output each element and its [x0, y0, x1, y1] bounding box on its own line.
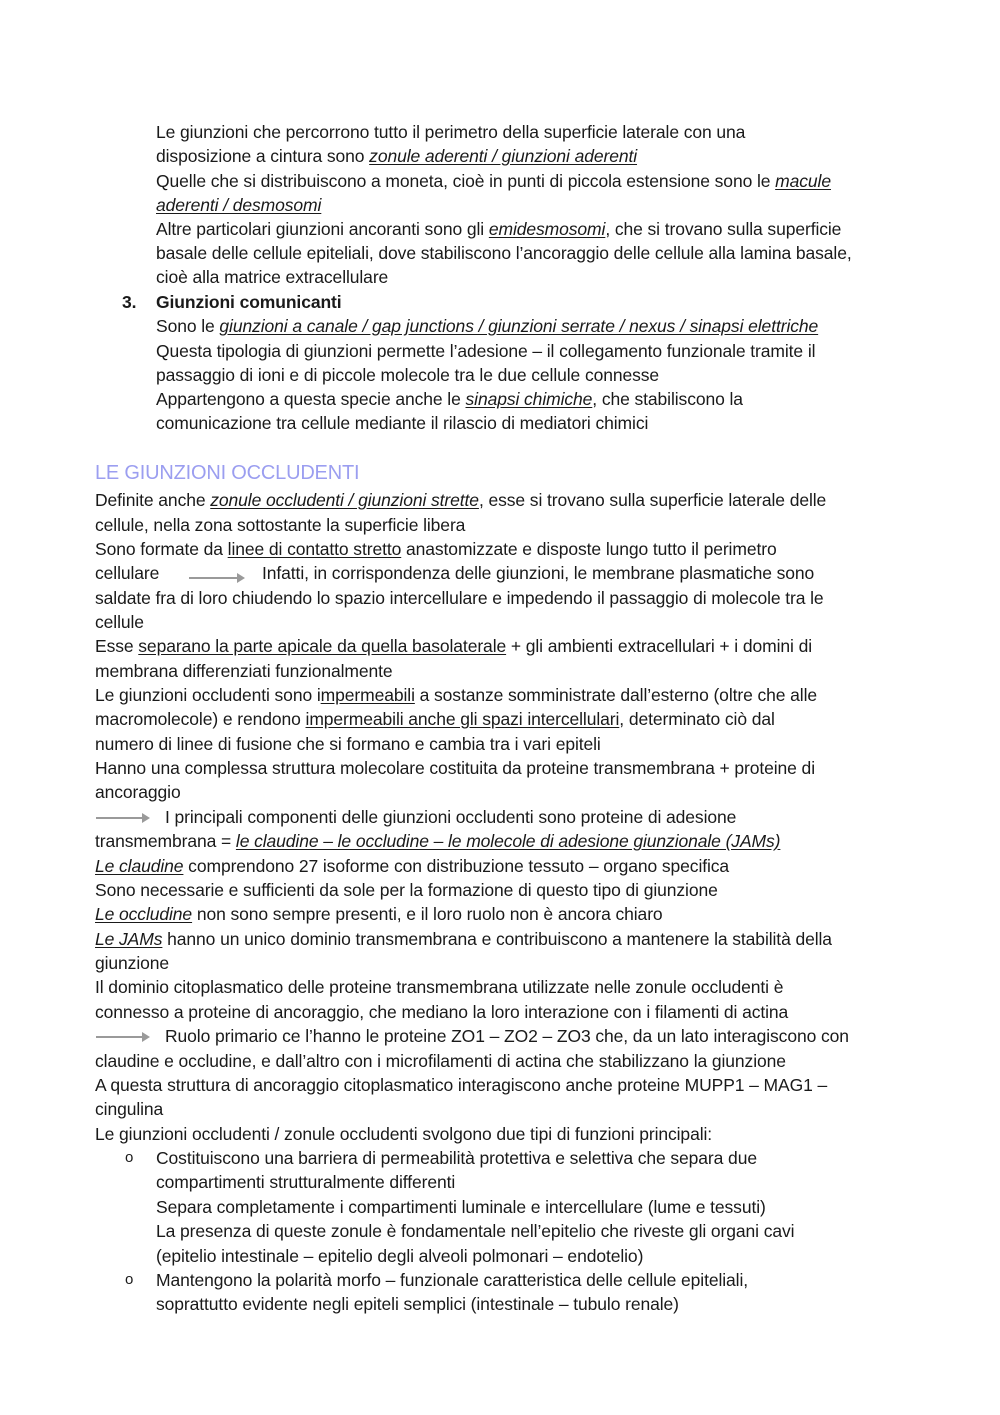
paragraph-line — [95, 1073, 827, 1097]
text: non sono sempre presenti, e il loro ruolo non è ancora chiaro — [192, 904, 663, 924]
list-item-line — [156, 1195, 766, 1219]
text: Hanno una complessa struttura molecolare costituita da proteine transmembrana + proteine di — [95, 758, 815, 778]
hollow-circle-bullet: o — [125, 1271, 134, 1288]
paragraph-line — [156, 387, 743, 411]
paragraph-line — [95, 1049, 786, 1073]
paragraph-line — [156, 120, 745, 144]
list-item-title: Giunzioni comunicanti — [156, 292, 342, 312]
paragraph-line — [156, 314, 818, 338]
paragraph-line — [95, 707, 775, 731]
emphasis-term: giunzioni a canale / gap junctions / giunzioni serrate / nexus / sinapsi elettriche — [219, 316, 819, 336]
text: + gli ambienti extracellulari + i domini di — [506, 636, 812, 656]
paragraph-line — [95, 659, 393, 683]
underlined-term: separano la parte apicale da quella basolaterale — [138, 636, 507, 656]
text: passaggio di ioni e di piccole molecole tra le due cellule connesse — [156, 365, 660, 385]
text: ancoraggio — [95, 782, 181, 802]
text: , che stabiliscono la — [592, 389, 743, 409]
text: Sono le — [156, 316, 220, 336]
section-heading: LE GIUNZIONI OCCLUDENTI — [95, 462, 360, 484]
text: Sono necessarie e sufficienti da sole per la formazione di questo tipo di giunzione — [95, 880, 718, 900]
right-arrow-icon — [189, 577, 243, 579]
text: Sono formate da — [95, 539, 228, 559]
right-arrow-icon — [96, 1036, 148, 1038]
text: La presenza di queste zonule è fondamentale nell’epitelio che riveste gli organi cavi — [156, 1221, 795, 1241]
paragraph-line — [95, 634, 812, 658]
paragraph-line — [156, 363, 659, 387]
text: saldate fra di loro chiudendo lo spazio intercellulare e impedendo il passaggio di molecole tra le — [95, 588, 824, 608]
text: (epitelio intestinale – epitelio degli alveoli polmonari – endotelio) — [156, 1246, 644, 1266]
paragraph-line — [95, 732, 601, 756]
text: anastomizzate e disposte lungo tutto il perimetro — [401, 539, 777, 559]
paragraph-line — [156, 217, 841, 241]
underlined-term: impermeabili anche gli spazi intercellulari — [305, 709, 620, 729]
text: Le giunzioni occludenti / zonule occludenti svolgono due tipi di funzioni principali: — [95, 1124, 713, 1144]
text: hanno un unico dominio transmembrana e contribuiscono a mantenere la stabilità della — [162, 929, 832, 949]
paragraph-line — [156, 339, 815, 363]
text: macromolecole) e rendono — [95, 709, 306, 729]
paragraph-line — [156, 144, 637, 168]
text: cellule — [95, 612, 144, 632]
emphasis-term: sinapsi chimiche — [465, 389, 593, 409]
paragraph-line — [95, 756, 815, 780]
text: cingulina — [95, 1099, 164, 1119]
paragraph-line — [262, 561, 814, 585]
text: Appartengono a questa specie anche le — [156, 389, 466, 409]
text: Esse — [95, 636, 139, 656]
text: a sostanze somministrate dall’esterno (oltre che alle — [414, 685, 818, 705]
paragraph-line — [95, 488, 826, 512]
emphasis-term: Le claudine — [95, 856, 184, 876]
text: Altre particolari giunzioni ancoranti sono gli — [156, 219, 489, 239]
text: comprendono 27 isoforme con distribuzione tessuto – organo specifica — [183, 856, 730, 876]
emphasis-term: macule — [775, 171, 831, 191]
paragraph-line — [156, 169, 831, 193]
paragraph-line — [95, 1097, 163, 1121]
text: membrana differenziati funzionalmente — [95, 661, 393, 681]
paragraph-line — [95, 902, 663, 926]
underlined-term: mpermeabili — [320, 685, 415, 705]
list-item-line — [156, 1219, 794, 1243]
paragraph-line — [95, 878, 718, 902]
text: Mantengono la polarità morfo – funzionale caratteristica delle cellule epiteliali, — [156, 1270, 749, 1290]
emphasis-term: Le JAMs — [95, 929, 163, 949]
text: Il dominio citoplasmatico delle proteine transmembrana utilizzate nelle zonule occludenti è — [95, 977, 784, 997]
emphasis-term: aderenti / desmosomi — [156, 195, 322, 215]
text: basale delle cellule epiteliali, dove stabiliscono l’ancoraggio delle cellule alla lamina basale, — [156, 243, 852, 263]
paragraph-line — [165, 1024, 849, 1048]
text: claudine e occludine, e dall’altro con i microfilamenti di actina che stabilizzano la giunzione — [95, 1051, 786, 1071]
text: Quelle che si distribuiscono a moneta, cioè in punti di piccola estensione sono le — [156, 171, 776, 191]
paragraph-line — [165, 805, 736, 829]
text: Le giunzioni occludenti sono i — [95, 685, 321, 705]
paragraph-line — [95, 1000, 788, 1024]
text: Le giunzioni che percorrono tutto il perimetro della superficie laterale con una — [156, 122, 746, 142]
text: giunzione — [95, 953, 170, 973]
list-item-line — [156, 1292, 679, 1316]
paragraph-line — [95, 951, 169, 975]
paragraph-line — [95, 854, 729, 878]
text: cellulare — [95, 563, 160, 583]
paragraph-line — [95, 513, 465, 537]
text: cellule, nella zona sottostante la superficie libera — [95, 515, 466, 535]
list-item-line — [156, 1244, 643, 1268]
paragraph-line — [156, 241, 852, 265]
text: Definite anche — [95, 490, 211, 510]
paragraph-line — [95, 610, 144, 634]
text: compartimenti strutturalmente differenti — [156, 1172, 456, 1192]
text: connesso a proteine di ancoraggio, che mediano la loro interazione con i filamenti di actina — [95, 1002, 789, 1022]
paragraph-line — [95, 780, 181, 804]
text: cioè alla matrice extracellulare — [156, 267, 389, 287]
list-item-line — [156, 1146, 757, 1170]
list-item-line — [156, 1268, 748, 1292]
paragraph-line — [95, 975, 783, 999]
text: , esse si trovano sulla superficie laterale delle — [478, 490, 827, 510]
right-arrow-icon — [96, 817, 148, 819]
paragraph-line — [156, 193, 321, 217]
text: A questa struttura di ancoraggio citoplasmatico interagiscono anche proteine MUPP1 – MAG1 – — [95, 1075, 828, 1095]
paragraph-line — [95, 537, 777, 561]
paragraph-line — [95, 829, 780, 853]
underlined-term: linee di contatto stretto — [227, 539, 402, 559]
text: numero di linee di fusione che si formano e cambia tra i vari epiteli — [95, 734, 601, 754]
text: disposizione a cintura sono — [156, 146, 370, 166]
emphasis-term: le claudine – le occludine – le molecole di adesione giunzionale (JAMs) — [235, 831, 781, 851]
paragraph-line — [95, 683, 817, 707]
text: soprattutto evidente negli epiteli semplici (intestinale – tubulo renale) — [156, 1294, 679, 1314]
text: Ruolo primario ce l’hanno le proteine ZO1 – ZO2 – ZO3 che, da un lato interagiscono con — [165, 1026, 849, 1046]
paragraph-line — [95, 561, 159, 585]
text: Questa tipologia di giunzioni permette l’adesione – il collegamento funzionale tramite il — [156, 341, 816, 361]
paragraph-line — [156, 265, 388, 289]
text: Costituiscono una barriera di permeabilità protettiva e selettiva che separa due — [156, 1148, 757, 1168]
text: , determinato ciò dal — [619, 709, 775, 729]
text: I principali componenti delle giunzioni occludenti sono proteine di adesione — [165, 807, 737, 827]
emphasis-term: emidesmosomi — [488, 219, 606, 239]
list-item-line — [156, 1170, 455, 1194]
text: Separa completamente i compartimenti luminale e intercellulare (lume e tessuti) — [156, 1197, 766, 1217]
paragraph-line — [95, 586, 824, 610]
emphasis-term: zonule aderenti / giunzioni aderenti — [369, 146, 638, 166]
text: transmembrana = — [95, 831, 236, 851]
paragraph-line — [156, 411, 648, 435]
paragraph-line — [95, 1122, 712, 1146]
text: comunicazione tra cellule mediante il rilascio di mediatori chimici — [156, 413, 649, 433]
emphasis-term: Le occludine — [95, 904, 193, 924]
paragraph-line — [95, 927, 832, 951]
text: , che si trovano sulla superficie — [605, 219, 842, 239]
emphasis-term: zonule occludenti / giunzioni strette — [210, 490, 479, 510]
hollow-circle-bullet: o — [125, 1149, 134, 1166]
list-number: 3. — [122, 292, 137, 312]
text: Infatti, in corrispondenza delle giunzioni, le membrane plasmatiche sono — [262, 563, 815, 583]
